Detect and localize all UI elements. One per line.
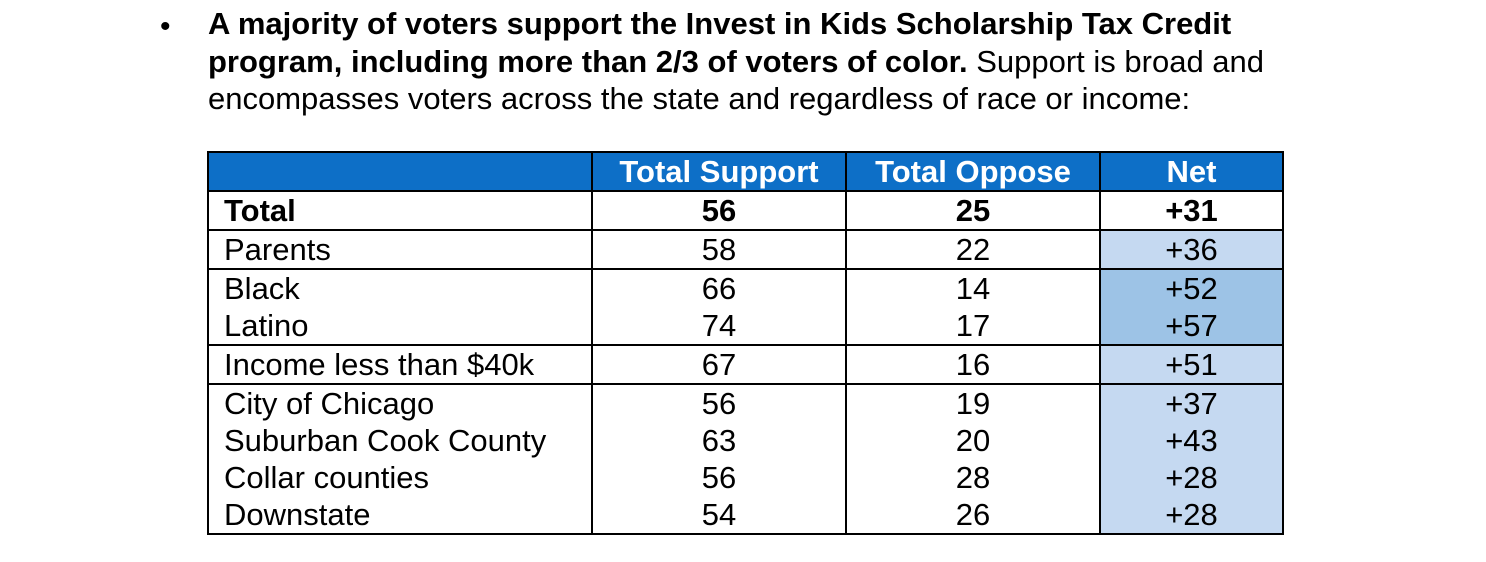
row-label: Total [208,191,592,230]
support-value: 74 [592,307,846,345]
support-value: 58 [592,230,846,269]
row-label: Parents [208,230,592,269]
table-row [208,307,1283,345]
bullet-point: • [160,10,171,43]
support-value: 67 [592,345,846,384]
row-label: Downstate [208,496,592,534]
table-header-row [208,152,1283,191]
row-label: Black [208,269,592,307]
table-row [208,459,1283,496]
net-value: +43 [1100,422,1283,459]
net-value: +36 [1100,230,1283,269]
table-row-total [208,191,1283,230]
support-value: 63 [592,422,846,459]
net-value: +51 [1100,345,1283,384]
net-value: +28 [1100,496,1283,534]
intro-regular-text: Support is broad and encompasses voters across the state and regardless of race or income: [208,43,1265,116]
support-value: 56 [592,459,846,496]
net-value: +57 [1100,307,1283,345]
support-value: 56 [592,191,846,230]
table-row [208,345,1283,384]
poll-results-table [207,151,1284,535]
row-label: Suburban Cook County [208,422,592,459]
header-total-oppose: Total Oppose [846,152,1100,191]
row-label: Latino [208,307,592,345]
header-total-support: Total Support [592,152,846,191]
net-value: +28 [1100,459,1283,496]
oppose-value: 20 [846,422,1100,459]
net-value: +31 [1100,191,1283,230]
table-row [208,269,1283,307]
oppose-value: 19 [846,384,1100,422]
support-value: 56 [592,384,846,422]
header-net: Net [1100,152,1283,191]
row-label: Collar counties [208,459,592,496]
net-value: +52 [1100,269,1283,307]
oppose-value: 14 [846,269,1100,307]
support-value: 66 [592,269,846,307]
support-value: 54 [592,496,846,534]
table-row [208,230,1283,269]
oppose-value: 17 [846,307,1100,345]
intro-paragraph [208,5,1348,118]
row-label: City of Chicago [208,384,592,422]
row-label: Income less than $40k [208,345,592,384]
table-row [208,422,1283,459]
intro-bold-text: A majority of voters support the Invest in Kids Scholarship Tax Credit program, including more than 2/3 of voters of color. [208,6,1232,79]
oppose-value: 25 [846,191,1100,230]
table-row [208,496,1283,534]
net-value: +37 [1100,384,1283,422]
oppose-value: 26 [846,496,1100,534]
header-label-column [208,152,592,191]
oppose-value: 22 [846,230,1100,269]
oppose-value: 28 [846,459,1100,496]
oppose-value: 16 [846,345,1100,384]
table-row [208,384,1283,422]
